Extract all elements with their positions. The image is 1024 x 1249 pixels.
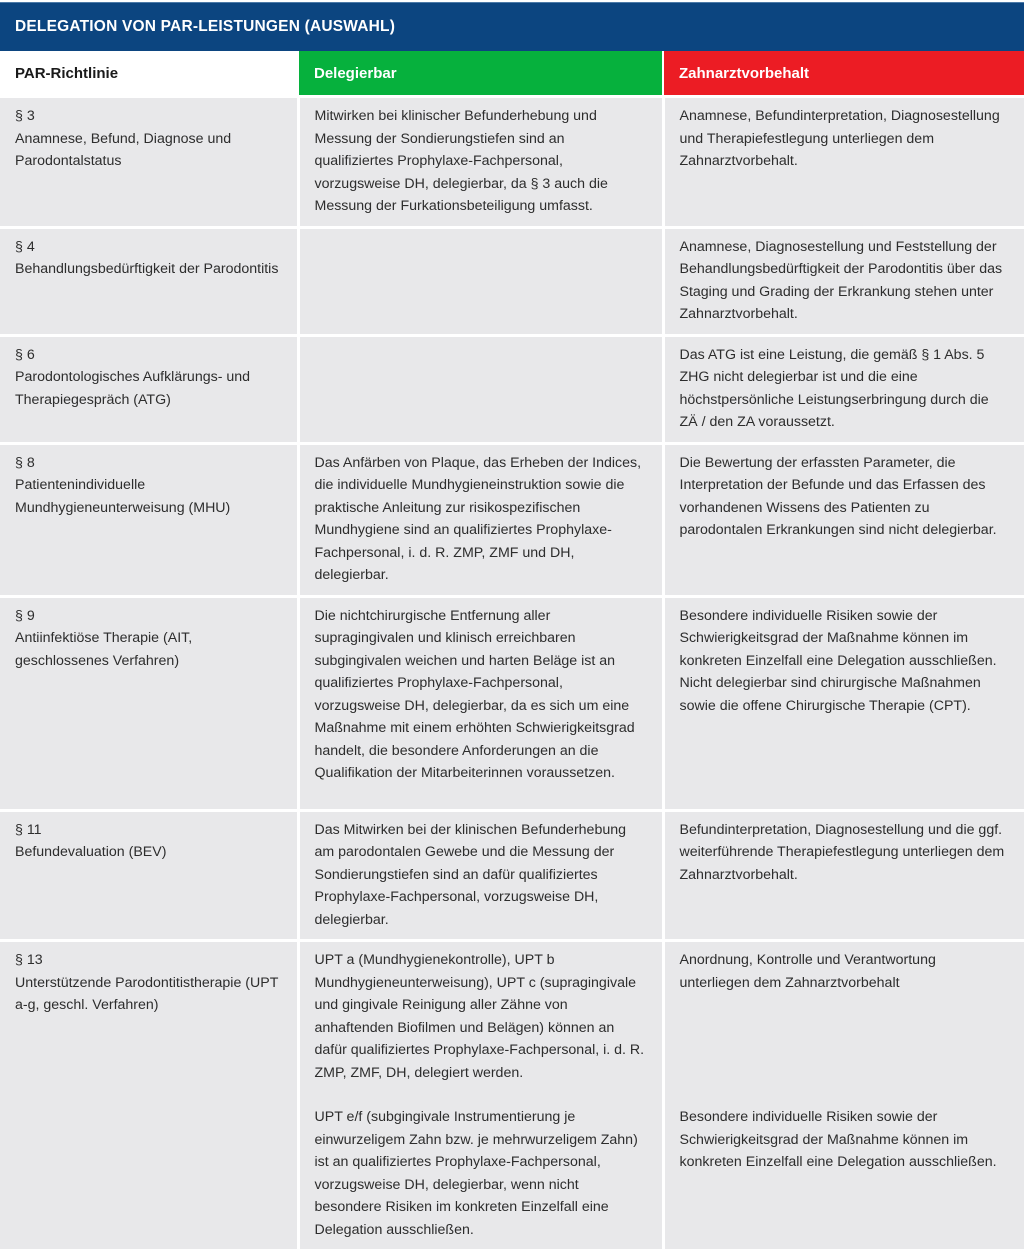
section-number: § 11 (15, 819, 282, 842)
delegierbar-text-upt-abc: UPT a (Mundhygienekontrolle), UPT b Mundhygieneunterweisung), UPT c (supragingivale und gingivale Reinigung aller Zähne von anhaftenden Biofilmen und Belägen) können an dafür qualifiziertes Prophylaxe-Fachpersonal, i. d. R. ZMP, ZMF, DH, delegiert werden. (315, 952, 645, 1081)
delegierbar-cell (298, 335, 663, 443)
table-row (0, 97, 1024, 228)
vorbehalt-cell: Anamnese, Befundinterpretation, Diagnosestellung und Therapiefestlegung unterliegen dem Zahnarztvorbehalt. (663, 97, 1024, 228)
richtlinie-cell (0, 227, 298, 335)
table-row (0, 941, 1024, 1249)
richtlinie-cell (0, 810, 298, 941)
table-row (0, 443, 1024, 596)
delegierbar-text-upt-ef: UPT e/f (subgingivale Instrumentierung je einwurzeligem Zahn bzw. je mehrwurzeligem Zahn) ist an qualifiziertes Prophylaxe-Fachpersonal, vorzugsweise DH, delegierbar, wenn nicht besondere Risiken im konkreten Einzelfall eine Delegation ausschließen. (315, 1106, 647, 1241)
table-row (0, 335, 1024, 443)
vorbehalt-cell: Besondere individuelle Risiken sowie der Schwierigkeitsgrad der Maßnahme können im konkreten Einzelfall eine Delegation ausschließen. Nicht delegierbar sind chirurgische Maßnahmen sowie die offene Chirurgische Therapie (CPT). (663, 596, 1024, 810)
richtlinie-cell (0, 335, 298, 443)
header-par-richtlinie: PAR-Richtlinie (0, 51, 298, 97)
section-number: § 8 (15, 452, 282, 475)
section-number: § 3 (15, 105, 282, 128)
header-zahnarztvorbehalt: Zahnarztvorbehalt (663, 51, 1024, 97)
table-title-text: DELEGATION VON PAR-LEISTUNGEN (AUSWAHL) (15, 18, 395, 36)
delegierbar-cell: Die nichtchirurgische Entfernung aller supragingivalen und klinisch erreichbaren subgingivalen weichen und harten Beläge ist an qualifiziertes Prophylaxe-Fachpersonal, vorzugsweise DH, delegierbar, da es sich um eine Maßnahme mit einem erhöhten Schwierigkeitsgrad handelt, die besondere Anforderungen an die Qualifikation der Mitarbeiterinnen voraussetzen. (298, 596, 663, 810)
section-name: Unterstützende Parodontitistherapie (UPT a-g, geschl. Verfahren) (15, 975, 278, 1014)
section-name: Patientenindividuelle Mundhygieneunterweisung (MHU) (15, 477, 230, 516)
header-row (0, 51, 1024, 97)
section-name: Behandlungsbedürftigkeit der Parodontitis (15, 261, 278, 277)
delegation-table (0, 51, 1024, 1249)
richtlinie-cell (0, 596, 298, 810)
delegierbar-cell (298, 941, 663, 1249)
vorbehalt-cell: Anamnese, Diagnosestellung und Feststellung der Behandlungsbedürftigkeit der Parodontitis über das Staging und Grading der Erkrankung stehen unter Zahnarztvorbehalt. (663, 227, 1024, 335)
vorbehalt-cell: Das ATG ist eine Leistung, die gemäß § 1 Abs. 5 ZHG nicht delegierbar ist und die eine höchstpersönliche Leistungserbringung durch die ZÄ / den ZA voraussetzt. (663, 335, 1024, 443)
section-name: Anamnese, Befund, Diagnose und Parodontalstatus (15, 131, 231, 170)
section-name: Antiinfektiöse Therapie (AIT, geschlossenes Verfahren) (15, 630, 192, 669)
section-number: § 6 (15, 344, 282, 367)
delegierbar-cell: Mitwirken bei klinischer Befunderhebung und Messung der Sondierungstiefen sind an qualifiziertes Prophylaxe-Fachpersonal, vorzugsweise DH, delegierbar, da § 3 auch die Messung der Furkationsbeteiligung umfasst. (298, 97, 663, 228)
delegierbar-cell: Das Mitwirken bei der klinischen Befunderhebung am parodontalen Gewebe und die Messung der Sondierungstiefen sind an dafür qualifiziertes Prophylaxe-Fachpersonal, vorzugsweise DH, delegierbar. (298, 810, 663, 941)
richtlinie-cell (0, 941, 298, 1249)
section-number: § 4 (15, 236, 282, 259)
vorbehalt-cell: Befundinterpretation, Diagnosestellung und die ggf. weiterführende Therapiefestlegung unterliegen dem Zahnarztvorbehalt. (663, 810, 1024, 941)
section-number: § 9 (15, 605, 282, 628)
section-number: § 13 (15, 949, 282, 972)
vorbehalt-text-upt-ef: Besondere individuelle Risiken sowie der Schwierigkeitsgrad der Maßnahme können im konkreten Einzelfall eine Delegation ausschließen. (680, 1106, 1010, 1174)
table-row (0, 810, 1024, 941)
section-name: Parodontologisches Aufklärungs- und Therapiegespräch (ATG) (15, 369, 250, 408)
delegierbar-cell (298, 227, 663, 335)
table-row (0, 596, 1024, 810)
header-delegierbar: Delegierbar (298, 51, 663, 97)
vorbehalt-text-upt-abc: Anordnung, Kontrolle und Verantwortung unterliegen dem Zahnarztvorbehalt (680, 952, 936, 991)
delegierbar-cell: Das Anfärben von Plaque, das Erheben der Indices, die individuelle Mundhygieneinstruktion sowie die praktische Anleitung zur risikospezifischen Mundhygiene sind an qualifiziertes Prophylaxe-Fachpersonal, i. d. R. ZMP, ZMF und DH, delegierbar. (298, 443, 663, 596)
richtlinie-cell (0, 97, 298, 228)
richtlinie-cell (0, 443, 298, 596)
table-title (0, 2, 1024, 51)
section-name: Befundevaluation (BEV) (15, 844, 166, 860)
vorbehalt-cell: Die Bewertung der erfassten Parameter, die Interpretation der Befunde und das Erfassen des vorhandenen Wissens des Patienten zu parodontalen Erkrankungen sind nicht delegierbar. (663, 443, 1024, 596)
vorbehalt-cell (663, 941, 1024, 1249)
table-row (0, 227, 1024, 335)
